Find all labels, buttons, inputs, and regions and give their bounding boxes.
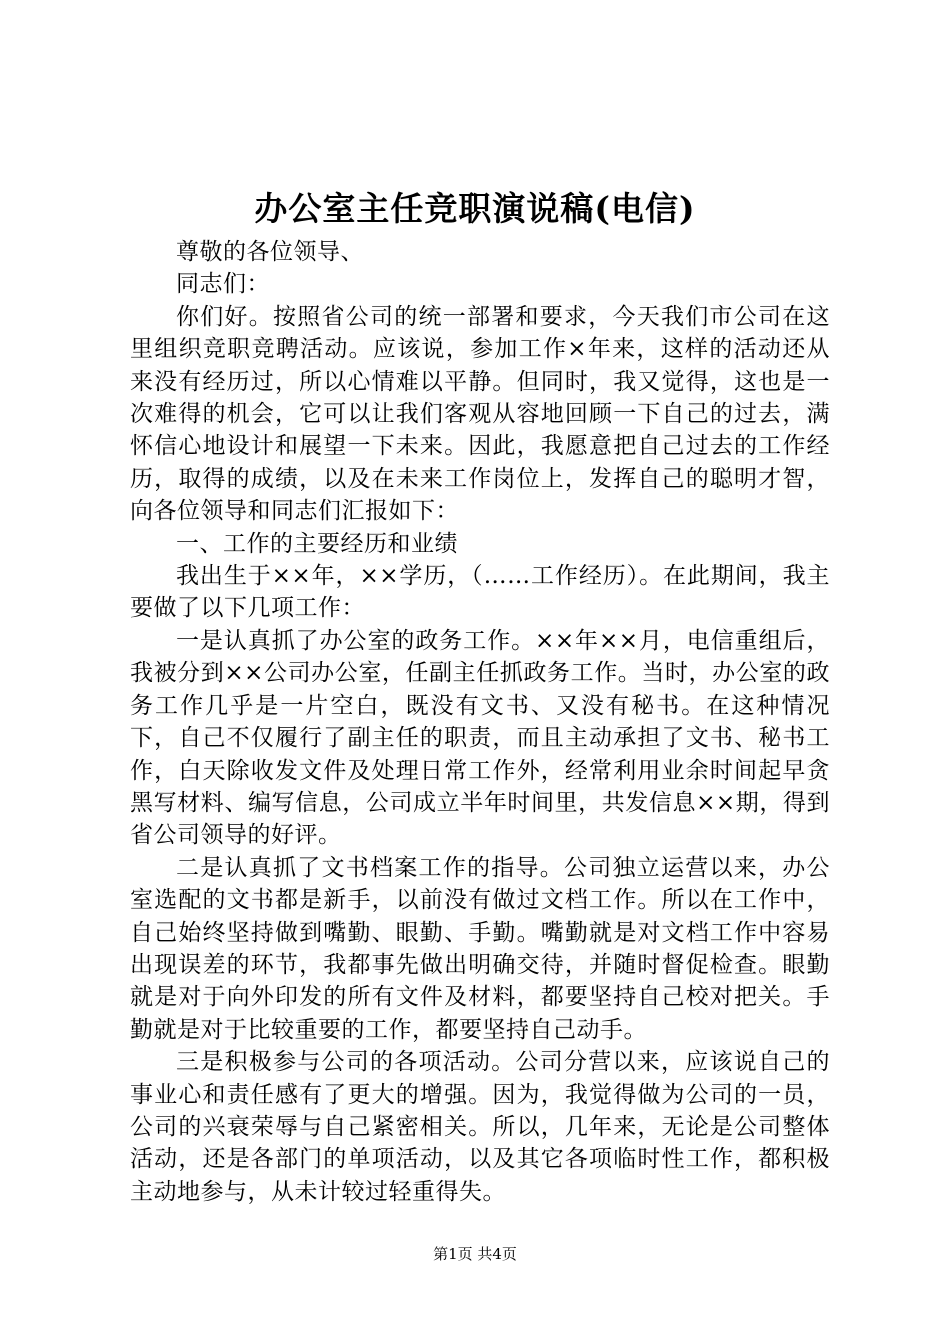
work-item-paragraph-2: 二是认真抓了文书档案工作的指导。公司独立运营以来，办公室选配的文书都是新手，以前没有做过文档工作。所以在工作中，自己始终坚持做到嘴勤、眼勤、手勤。嘴勤就是对文档工作中容易出现误差的环节，我都事先做出明确交待，并随时督促检查。眼勤就是对于向外印发的所有文件及材料，都要坚持自己校对把关。手勤就是对于比较重要的工作，都要坚持自己动手。 (130, 854, 830, 1043)
salutation-line-1: 尊敬的各位领导、 (176, 239, 364, 265)
intro-paragraph: 你们好。按照省公司的统一部署和要求，今天我们市公司在这里组织竞职竞聘活动。应该说，参加工作×年来，这样的活动还从来没有经历过，所以心情难以平静。但同时，我又觉得，这也是一次难得的机会，它可以让我们客观从容地回顾一下自己的过去，满怀信心地设计和展望一下未来。因此，我愿意把自己过去的工作经历，取得的成绩，以及在未来工作岗位上，发挥自己的聪明才智，向各位领导和同志们汇报如下： (130, 303, 830, 525)
work-item-paragraph-3: 三是积极参与公司的各项活动。公司分营以来，应该说自己的事业心和责任感有了更大的增强。因为，我觉得做为公司的一员，公司的兴衰荣辱与自己紧密相关。所以，几年来，无论是公司整体活动，还是各部门的单项活动，以及其它各项临时性工作，都积极主动地参与，从未计较过轻重得失。 (130, 1049, 830, 1205)
page-number-footer: 第1页 共4页 (433, 1245, 517, 1263)
document-body (130, 236, 830, 1208)
document-title: 办公室主任竞职演说稿(电信) (254, 189, 696, 228)
background-paragraph: 我出生于××年，××学历，（……工作经历）。在此期间，我主要做了以下几项工作： (130, 563, 830, 622)
salutation-line-2: 同志们： (176, 271, 270, 298)
work-item-paragraph-1: 一是认真抓了办公室的政务工作。××年××月，电信重组后，我被分到××公司办公室，任副主任抓政务工作。当时，办公室的政务工作几乎是一片空白，既没有文书、又没有秘书。在这种情况下，自己不仅履行了副主任的职责，而且主动承担了文书、秘书工作，白天除收发文件及处理日常工作外，经常利用业余时间起早贪黑写材料、编写信息，公司成立半年时间里，共发信息××期，得到省公司领导的好评。 (130, 627, 830, 849)
section-heading: 一、工作的主要经历和业绩 (176, 530, 458, 557)
